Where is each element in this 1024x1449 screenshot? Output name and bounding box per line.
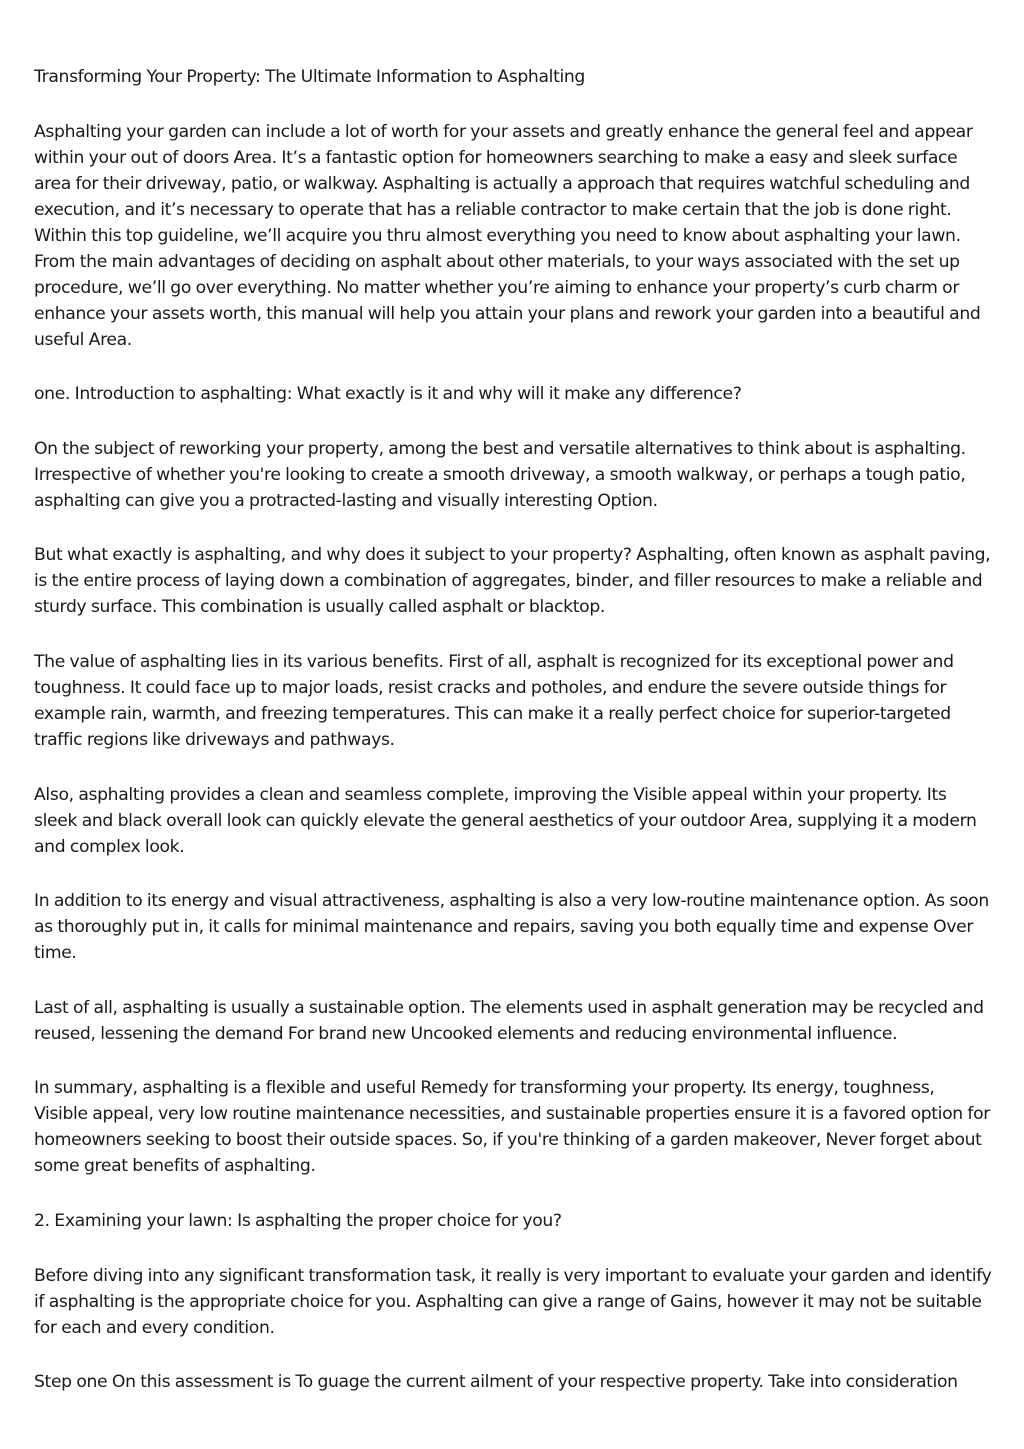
- paragraph: In summary, asphalting is a flexible and useful Remedy for transforming your property. Its energy, toughness, Visible appeal, very low routine maintenance necessities, and sustainable properties ensure it is a favored option for homeowners seeking to boost their outside spaces. So, if you're thinking of a garden makeover, Never forget about some great benefits of asphalting.: [34, 1078, 991, 1177]
- paragraph: Before diving into any significant transformation task, it really is very important to evaluate your garden and identify if asphalting is the appropriate choice for you. Asphalting can give a range of Gains, however it may not be suitable for each and every condition.: [34, 1265, 992, 1338]
- paragraph: In addition to its energy and visual attractiveness, asphalting is also a very low-routine maintenance option. As soon as thoroughly put in, it calls for minimal maintenance and repairs, saving you both equally time and expense Over time.: [34, 891, 989, 964]
- paragraph: Also, asphalting provides a clean and seamless complete, improving the Visible appeal within your property. Its sleek and black overall look can quickly elevate the general aesthetics of your outdoor Area, supplying it a modern and complex look.: [34, 784, 977, 857]
- paragraph: On the subject of reworking your property, among the best and versatile alternatives to think about is asphalting. Irrespective of whether you're looking to create a smooth driveway, a smooth walkway, or perhaps a tough patio, asphalting can give you a protracted-lasting and visually interesting Option.: [34, 438, 966, 511]
- document-title: Transforming Your Property: The Ultimate Information to Asphalting: [34, 67, 585, 87]
- paragraph: But what exactly is asphalting, and why does it subject to your property? Asphalting, often known as asphalt paving, is the entire process of laying down a combination of aggregates, binder, and filler resources to make a reliable and sturdy surface. This combination is usually called asphalt or blacktop.: [34, 545, 991, 618]
- paragraph: Last of all, asphalting is usually a sustainable option. The elements used in asphalt generation may be recycled and reused, lessening the demand For brand new Uncooked elements and reducing environmental influence.: [34, 997, 984, 1044]
- document-body: [34, 64, 992, 1424]
- section-heading-1: one. Introduction to asphalting: What exactly is it and why will it make any difference?: [34, 384, 742, 405]
- paragraph: Step one On this assessment is To guage the current ailment of your respective property. Take into consideration: [34, 1372, 958, 1393]
- paragraph: The value of asphalting lies in its various benefits. First of all, asphalt is recognized for its exceptional power and toughness. It could face up to major loads, resist cracks and potholes, and endure the severe outside things for example rain, warmth, and freezing temperatures. This can make it a really perfect choice for superior-targeted traffic regions like driveways and pathways.: [34, 651, 954, 750]
- section-heading-2: 2. Examining your lawn: Is asphalting the proper choice for you?: [34, 1210, 562, 1231]
- paragraph-intro: Asphalting your garden can include a lot of worth for your assets and greatly enhance the general feel and appear within your out of doors Area. It’s a fantastic option for homeowners searching to make a easy and sleek surface area for their driveway, patio, or walkway. Asphalting is actually a approach that requires watchful scheduling and execution, and it’s necessary to operate that has a reliable contractor to make certain that the job is done right. Within this top guideline, we’ll acquire you thru almost everything you need to know about asphalting your lawn. From the main advantages of deciding on asphalt about other materials, to your ways associated with the set up procedure, we’ll go over everything. No matter whether you’re aiming to enhance your property’s curb charm or enhance your assets worth, this manual will help you attain your plans and rework your garden into a beautiful and useful Area.: [34, 121, 981, 350]
